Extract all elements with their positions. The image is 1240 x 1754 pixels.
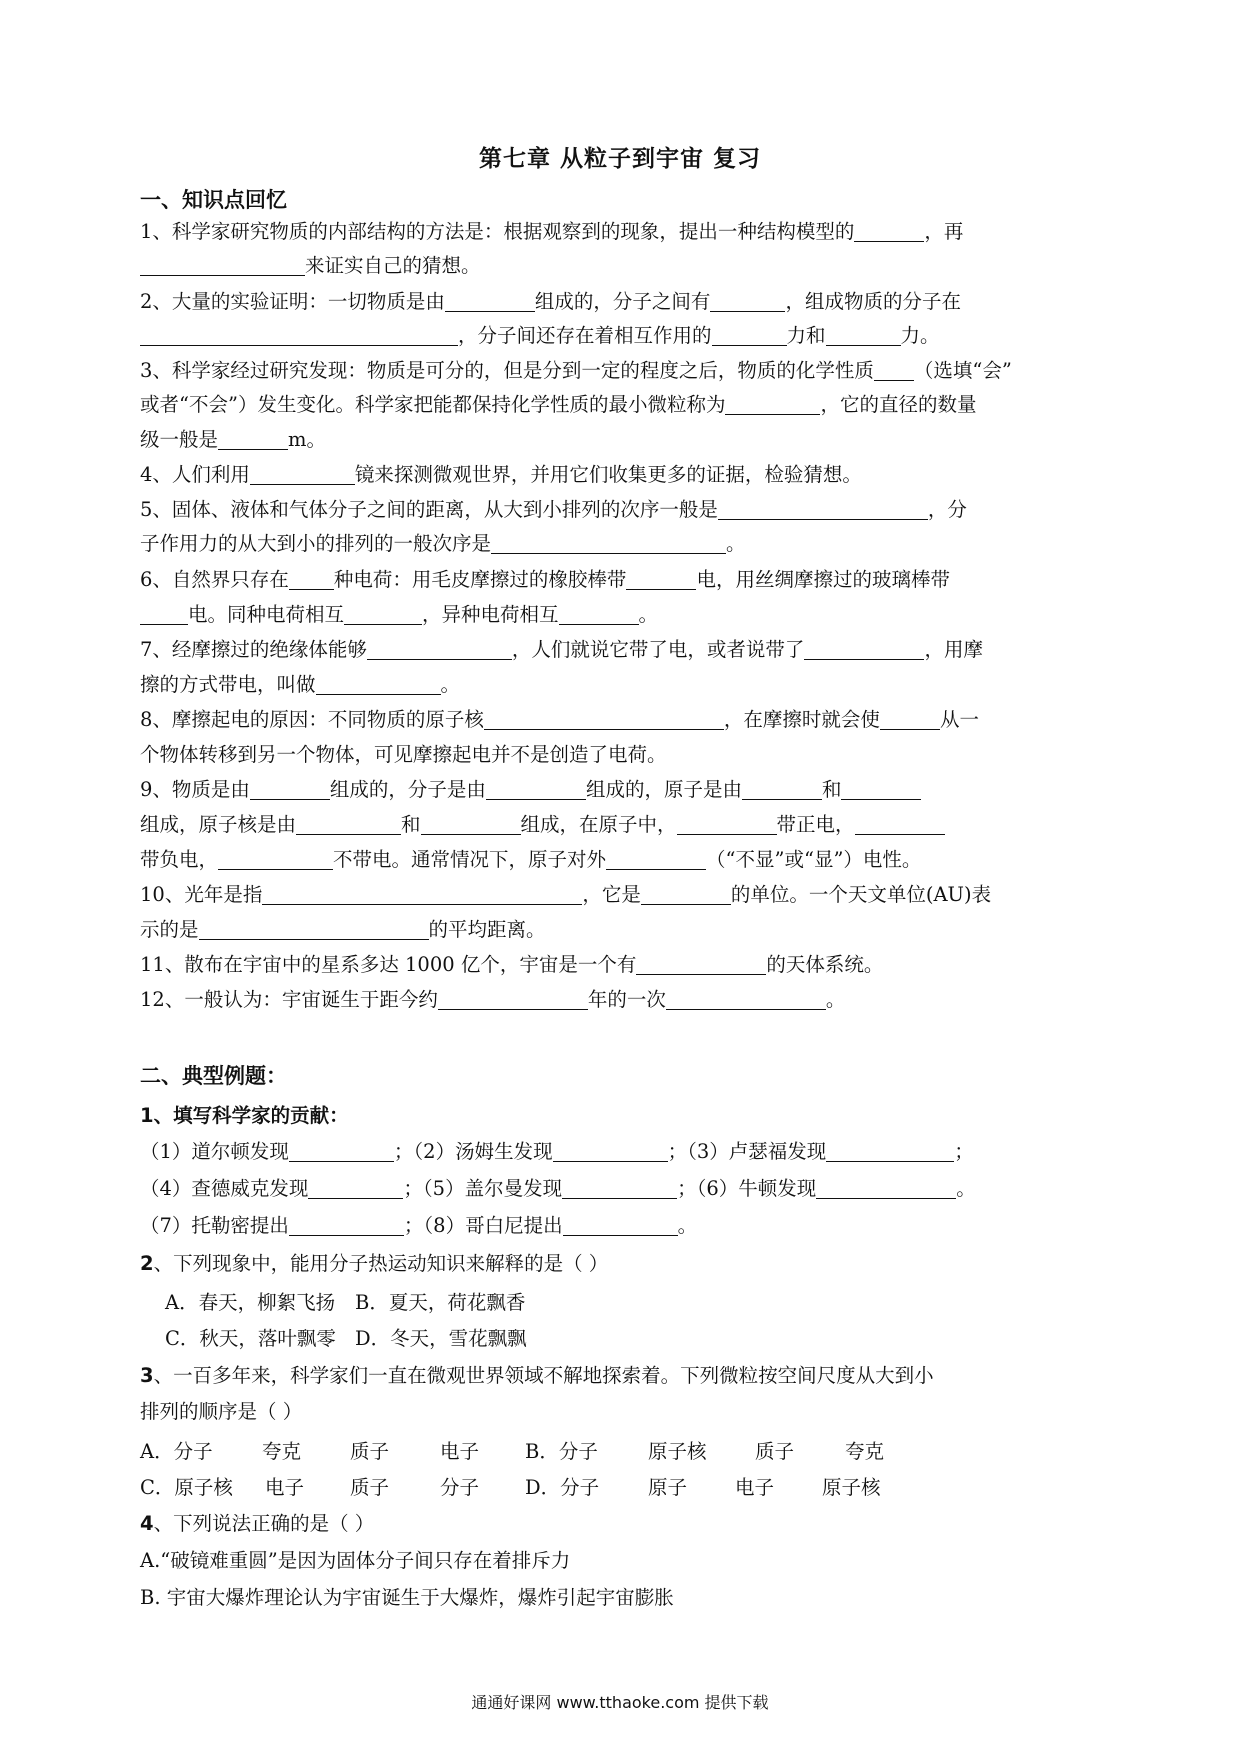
answer-blank[interactable]	[218, 849, 333, 870]
answer-blank[interactable]	[289, 1215, 404, 1236]
answer-blank[interactable]	[880, 709, 940, 730]
answer-blank[interactable]	[344, 604, 422, 625]
example-2-option-b: B．夏天，荷花飘香	[355, 1291, 526, 1314]
answer-blank[interactable]	[262, 884, 582, 905]
example-3-option-d-1: D．分子	[525, 1476, 600, 1499]
answer-blank[interactable]	[804, 639, 924, 660]
example-3-option-a-2: 夸克	[262, 1440, 302, 1463]
answer-blank[interactable]	[666, 989, 826, 1010]
recall-q3-line2: 或者“不会”）发生变化。科学家把能都保持化学性质的最小微粒称为 ，它的直径的数量	[140, 393, 977, 416]
recall-q4: 4、人们利用 镜来探测微观世界，并用它们收集更多的证据，检验猜想。	[140, 463, 862, 486]
example-3-option-b-4: 夸克	[845, 1440, 885, 1463]
recall-q9-line2: 组成，原子核是由 和 组成，在原子中， 带正电，	[140, 811, 1100, 839]
answer-blank[interactable]	[725, 394, 820, 415]
example-3-option-b-3: 质子	[755, 1440, 795, 1463]
example-3-option-c-4: 分子	[440, 1476, 480, 1499]
answer-blank[interactable]	[486, 779, 586, 800]
answer-blank[interactable]	[826, 325, 901, 346]
example-2-option-c: C．秋天，落叶飘零	[165, 1327, 336, 1350]
recall-q7-line1: 7、经摩擦过的绝缘体能够 ，人们就说它带了电，或者说带了 ，用摩	[140, 638, 983, 661]
answer-blank[interactable]	[199, 919, 429, 940]
example-3-question-line1: 3、一百多年来，科学家们一直在微观世界领域不解地探索着。下列微粒按空间尺度从大到小	[140, 1364, 934, 1387]
recall-q6-line2: 电。同种电荷相互 ，异种电荷相互 。	[140, 601, 1100, 629]
example-3-option-a-4: 电子	[440, 1440, 480, 1463]
recall-q1-line2: 来证实自己的猜想。	[140, 252, 1100, 280]
answer-blank[interactable]	[626, 569, 696, 590]
answer-blank[interactable]	[250, 779, 330, 800]
recall-q5-line2: 子作用力的从大到小的排列的一般次序是 。	[140, 532, 746, 555]
recall-q8-line1: 8、摩擦起电的原因：不同物质的原子核 ，在摩擦时就会使 从一	[140, 708, 979, 731]
recall-q3-line3: 级一般是 m。	[140, 428, 327, 451]
example-3-option-a-1: A．分子	[140, 1440, 213, 1463]
recall-q10-line1: 10、光年是指 ，它是 的单位。一个天文单位(AU)表	[140, 883, 992, 906]
answer-blank[interactable]	[553, 1141, 668, 1162]
recall-q1-line1: 1、科学家研究物质的内部结构的方法是：根据观察到的现象，提出一种结构模型的 ，再	[140, 220, 964, 243]
answer-blank[interactable]	[606, 849, 706, 870]
example-2-option-a: A．春天，柳絮飞扬	[165, 1291, 336, 1314]
answer-blank[interactable]	[563, 1215, 678, 1236]
example-3-option-d-4: 原子核	[822, 1476, 881, 1499]
example-4-option-a: A.“破镜难重圆”是因为固体分子间只存在着排斥力	[140, 1549, 571, 1572]
example-3-option-d-3: 电子	[735, 1476, 775, 1499]
example-1-row3: （7）托勒密提出 ；（8）哥白尼提出 。	[140, 1214, 698, 1237]
section-heading-recall: 一、知识点回忆	[140, 188, 287, 212]
recall-q10-line2: 示的是 的平均距离。	[140, 918, 546, 941]
answer-blank[interactable]	[710, 291, 785, 312]
answer-blank[interactable]	[562, 1178, 677, 1199]
answer-blank[interactable]	[677, 814, 777, 835]
answer-blank[interactable]	[742, 779, 822, 800]
answer-blank[interactable]	[316, 674, 441, 695]
example-3-option-c-1: C．原子核	[140, 1476, 233, 1499]
answer-blank[interactable]	[367, 639, 512, 660]
answer-blank[interactable]	[841, 779, 921, 800]
answer-blank[interactable]	[636, 954, 766, 975]
answer-blank[interactable]	[816, 1178, 956, 1199]
recall-q11: 11、散布在宇宙中的星系多达 1000 亿个，宇宙是一个有 的天体系统。	[140, 953, 884, 976]
example-2-question: 2、下列现象中，能用分子热运动知识来解释的是（ ）	[140, 1252, 609, 1275]
answer-blank[interactable]	[289, 1141, 394, 1162]
recall-q2-line2: ，分子间还存在着相互作用的 力和 力。	[140, 322, 1100, 350]
answer-blank[interactable]	[421, 814, 521, 835]
answer-blank[interactable]	[250, 464, 355, 485]
page-title: 第七章 从粒子到宇宙 复习	[478, 146, 761, 172]
answer-blank[interactable]	[140, 604, 188, 625]
example-3-question-line2: 排列的顺序是（ ）	[140, 1400, 303, 1423]
answer-blank[interactable]	[718, 499, 928, 520]
recall-q7-line2: 擦的方式带电，叫做 。	[140, 673, 461, 696]
recall-q5-line1: 5、固体、液体和气体分子之间的距离，从大到小排列的次序一般是 ，分	[140, 498, 967, 521]
example-3-option-d-2: 原子	[648, 1476, 688, 1499]
example-1-heading: 1、填写科学家的贡献：	[140, 1104, 349, 1127]
answer-blank[interactable]	[484, 709, 724, 730]
answer-blank[interactable]	[308, 1178, 403, 1199]
answer-blank[interactable]	[712, 325, 787, 346]
recall-q2-line1: 2、大量的实验证明：一切物质是由 组成的，分子之间有 ，组成物质的分子在	[140, 290, 961, 313]
example-3-option-b-2: 原子核	[648, 1440, 707, 1463]
example-2-option-d: D．冬天，雪花飘飘	[355, 1327, 527, 1350]
answer-blank[interactable]	[438, 989, 588, 1010]
answer-blank[interactable]	[289, 569, 334, 590]
recall-q3-line1: 3、科学家经过研究发现：物质是可分的，但是分到一定的程度之后，物质的化学性质 （选填“会”	[140, 359, 1012, 382]
recall-q9-line3: 带负电， 不带电。通常情况下，原子对外 （“不显”或“显”）电性。	[140, 848, 922, 871]
answer-blank[interactable]	[296, 814, 401, 835]
example-4-question: 4、下列说法正确的是（ ）	[140, 1512, 375, 1535]
answer-blank[interactable]	[559, 604, 639, 625]
recall-q6-line1: 6、自然界只存在 种电荷：用毛皮摩擦过的橡胶棒带 电，用丝绸摩擦过的玻璃棒带	[140, 568, 950, 591]
answer-blank[interactable]	[140, 325, 458, 346]
answer-blank[interactable]	[826, 1141, 954, 1162]
section-heading-examples: 二、典型例题：	[140, 1064, 287, 1088]
answer-blank[interactable]	[140, 255, 305, 276]
answer-blank[interactable]	[445, 291, 535, 312]
example-4-option-b: B. 宇宙大爆炸理论认为宇宙诞生于大爆炸，爆炸引起宇宙膨胀	[140, 1586, 674, 1609]
example-3-option-b-1: B．分子	[525, 1440, 598, 1463]
answer-blank[interactable]	[641, 884, 731, 905]
example-3-option-c-2: 电子	[265, 1476, 305, 1499]
answer-blank[interactable]	[854, 221, 924, 242]
example-1-row1: （1）道尔顿发现 ；（2）汤姆生发现 ；（3）卢瑟福发现 ；	[140, 1140, 974, 1163]
answer-blank[interactable]	[855, 814, 945, 835]
answer-blank[interactable]	[218, 429, 288, 450]
recall-q8-line2: 个物体转移到另一个物体，可见摩擦起电并不是创造了电荷。	[140, 743, 667, 766]
page-footer: 通通好课网 www.tthaoke.com 提供下载	[471, 1693, 769, 1712]
answer-blank[interactable]	[874, 360, 914, 381]
example-3-option-a-3: 质子	[350, 1440, 390, 1463]
recall-q12: 12、一般认为：宇宙诞生于距今约 年的一次 。	[140, 988, 846, 1011]
answer-blank[interactable]	[491, 533, 726, 554]
recall-q9-line1: 9、物质是由 组成的，分子是由 组成的，原子是由 和	[140, 776, 1100, 804]
example-1-row2: （4）查德威克发现 ；（5）盖尔曼发现 ；（6）牛顿发现 。	[140, 1177, 976, 1200]
example-3-option-c-3: 质子	[350, 1476, 390, 1499]
